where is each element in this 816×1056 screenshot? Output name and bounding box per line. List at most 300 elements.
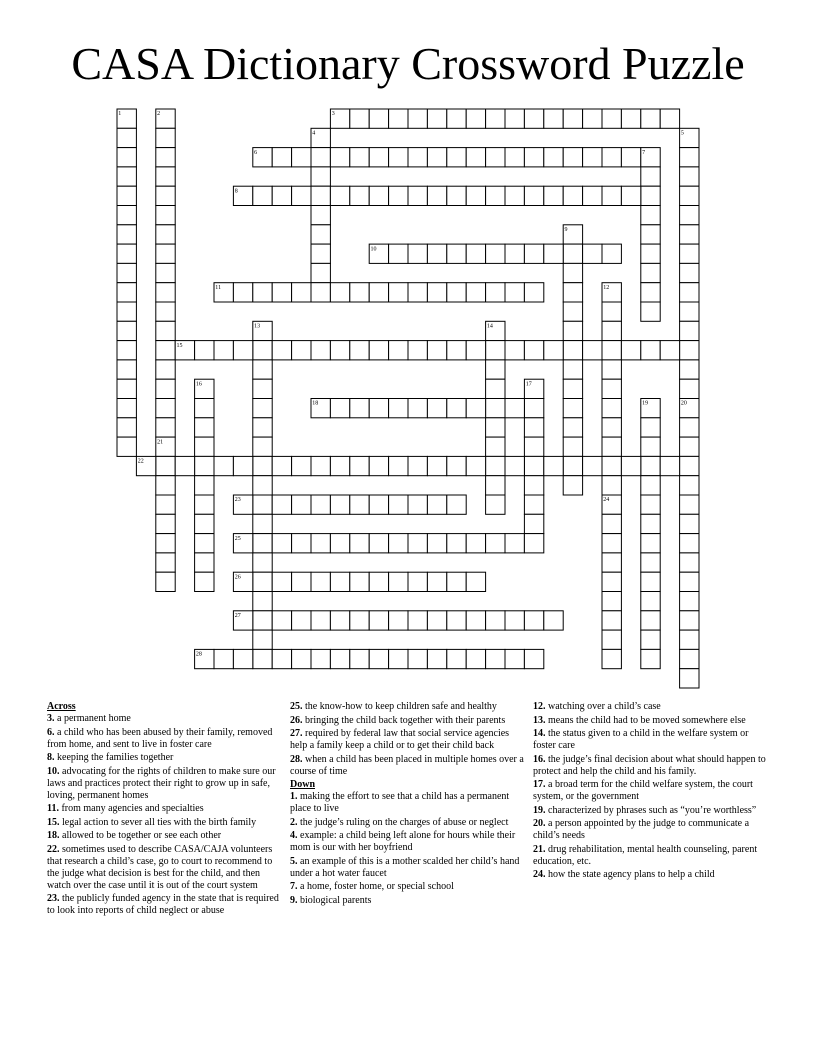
grid-cell[interactable]	[544, 244, 563, 263]
grid-cell[interactable]	[660, 341, 679, 360]
grid-cell[interactable]	[253, 360, 272, 379]
grid-cell[interactable]	[524, 495, 543, 514]
grid-cell[interactable]	[486, 456, 505, 475]
grid-cell[interactable]	[641, 456, 660, 475]
grid-cell[interactable]	[389, 109, 408, 128]
grid-cell[interactable]	[156, 399, 175, 418]
grid-cell[interactable]	[447, 109, 466, 128]
grid-cell[interactable]	[602, 341, 621, 360]
grid-cell[interactable]	[156, 283, 175, 302]
grid-cell[interactable]	[680, 630, 699, 649]
grid-cell[interactable]	[447, 572, 466, 591]
grid-cell[interactable]	[563, 476, 582, 495]
grid-cell[interactable]	[311, 244, 330, 263]
grid-cell[interactable]	[583, 186, 602, 205]
grid-cell[interactable]	[408, 572, 427, 591]
grid-cell[interactable]	[330, 611, 349, 630]
grid-cell[interactable]	[408, 148, 427, 167]
grid-cell[interactable]	[311, 263, 330, 282]
grid-cell[interactable]	[641, 418, 660, 437]
grid-cell[interactable]	[563, 399, 582, 418]
grid-cell[interactable]	[195, 476, 214, 495]
grid-cell[interactable]	[389, 283, 408, 302]
grid-cell[interactable]	[602, 630, 621, 649]
grid-cell[interactable]	[641, 630, 660, 649]
grid-cell[interactable]	[427, 399, 446, 418]
grid-cell[interactable]	[272, 572, 291, 591]
grid-cell[interactable]	[505, 456, 524, 475]
grid-cell[interactable]	[195, 553, 214, 572]
grid-cell[interactable]	[311, 649, 330, 668]
grid-cell[interactable]	[272, 534, 291, 553]
grid-cell[interactable]	[641, 225, 660, 244]
grid-cell[interactable]	[505, 399, 524, 418]
grid-cell[interactable]	[524, 476, 543, 495]
grid-cell[interactable]	[292, 148, 311, 167]
grid-cell[interactable]	[544, 611, 563, 630]
grid-cell[interactable]	[311, 225, 330, 244]
grid-cell[interactable]	[389, 399, 408, 418]
grid-cell[interactable]	[524, 399, 543, 418]
grid-cell[interactable]	[330, 341, 349, 360]
grid-cell[interactable]	[369, 186, 388, 205]
grid-cell[interactable]	[408, 534, 427, 553]
grid-cell[interactable]	[253, 399, 272, 418]
grid-cell[interactable]	[602, 553, 621, 572]
grid-cell[interactable]	[311, 456, 330, 475]
grid-cell[interactable]	[408, 456, 427, 475]
grid-cell[interactable]	[427, 109, 446, 128]
grid-cell[interactable]	[524, 418, 543, 437]
grid-cell[interactable]	[272, 611, 291, 630]
grid-cell[interactable]	[233, 283, 252, 302]
grid-cell[interactable]	[680, 283, 699, 302]
grid-cell[interactable]	[427, 244, 446, 263]
grid-cell[interactable]	[680, 669, 699, 688]
grid-cell[interactable]	[117, 379, 136, 398]
grid-cell[interactable]	[369, 572, 388, 591]
grid-cell[interactable]	[117, 167, 136, 186]
grid-cell[interactable]	[563, 321, 582, 340]
grid-cell[interactable]	[602, 186, 621, 205]
grid-cell[interactable]	[156, 514, 175, 533]
grid-cell[interactable]	[350, 109, 369, 128]
grid-cell[interactable]	[486, 437, 505, 456]
grid-cell[interactable]	[233, 456, 252, 475]
grid-cell[interactable]	[447, 186, 466, 205]
grid-cell[interactable]	[253, 283, 272, 302]
grid-cell[interactable]	[583, 341, 602, 360]
grid-cell[interactable]	[486, 379, 505, 398]
grid-cell[interactable]	[680, 206, 699, 225]
grid-cell[interactable]	[486, 360, 505, 379]
grid-cell[interactable]	[369, 109, 388, 128]
grid-cell[interactable]	[330, 399, 349, 418]
grid-cell[interactable]	[680, 572, 699, 591]
grid-cell[interactable]	[427, 186, 446, 205]
grid-cell[interactable]	[272, 283, 291, 302]
grid-cell[interactable]	[641, 302, 660, 321]
grid-cell[interactable]	[253, 649, 272, 668]
grid-cell[interactable]	[292, 283, 311, 302]
grid-cell[interactable]	[563, 302, 582, 321]
grid-cell[interactable]	[311, 167, 330, 186]
grid-cell[interactable]	[369, 399, 388, 418]
grid-cell[interactable]	[680, 514, 699, 533]
grid-cell[interactable]	[369, 534, 388, 553]
grid-cell[interactable]	[253, 418, 272, 437]
grid-cell[interactable]	[427, 341, 446, 360]
grid-cell[interactable]	[621, 148, 640, 167]
grid-cell[interactable]	[680, 592, 699, 611]
grid-cell[interactable]	[602, 611, 621, 630]
grid-cell[interactable]	[330, 148, 349, 167]
grid-cell[interactable]	[524, 456, 543, 475]
grid-cell[interactable]	[583, 244, 602, 263]
grid-cell[interactable]	[117, 206, 136, 225]
grid-cell[interactable]	[117, 148, 136, 167]
grid-cell[interactable]	[272, 495, 291, 514]
grid-cell[interactable]	[156, 418, 175, 437]
grid-cell[interactable]	[641, 514, 660, 533]
grid-cell[interactable]	[292, 495, 311, 514]
grid-cell[interactable]	[641, 244, 660, 263]
grid-cell[interactable]	[427, 148, 446, 167]
grid-cell[interactable]	[447, 611, 466, 630]
grid-cell[interactable]	[680, 649, 699, 668]
grid-cell[interactable]	[563, 263, 582, 282]
grid-cell[interactable]	[466, 283, 485, 302]
grid-cell[interactable]	[641, 592, 660, 611]
grid-cell[interactable]	[350, 572, 369, 591]
grid-cell[interactable]	[330, 186, 349, 205]
grid-cell[interactable]	[505, 244, 524, 263]
grid-cell[interactable]	[524, 514, 543, 533]
grid-cell[interactable]	[156, 495, 175, 514]
grid-cell[interactable]	[660, 456, 679, 475]
grid-cell[interactable]	[389, 572, 408, 591]
grid-cell[interactable]	[311, 534, 330, 553]
grid-cell[interactable]	[602, 321, 621, 340]
grid-cell[interactable]	[195, 341, 214, 360]
grid-cell[interactable]	[466, 148, 485, 167]
grid-cell[interactable]	[117, 341, 136, 360]
grid-cell[interactable]	[156, 128, 175, 147]
grid-cell[interactable]	[156, 360, 175, 379]
grid-cell[interactable]	[292, 186, 311, 205]
grid-cell[interactable]	[292, 534, 311, 553]
grid-cell[interactable]	[195, 399, 214, 418]
grid-cell[interactable]	[544, 456, 563, 475]
grid-cell[interactable]	[369, 341, 388, 360]
grid-cell[interactable]	[253, 534, 272, 553]
grid-cell[interactable]	[292, 611, 311, 630]
grid-cell[interactable]	[524, 341, 543, 360]
grid-cell[interactable]	[350, 148, 369, 167]
grid-cell[interactable]	[272, 341, 291, 360]
grid-cell[interactable]	[583, 109, 602, 128]
grid-cell[interactable]	[680, 495, 699, 514]
grid-cell[interactable]	[408, 109, 427, 128]
grid-cell[interactable]	[389, 186, 408, 205]
grid-cell[interactable]	[486, 148, 505, 167]
grid-cell[interactable]	[253, 553, 272, 572]
grid-cell[interactable]	[311, 148, 330, 167]
grid-cell[interactable]	[369, 283, 388, 302]
grid-cell[interactable]	[486, 495, 505, 514]
grid-cell[interactable]	[330, 572, 349, 591]
grid-cell[interactable]	[680, 418, 699, 437]
grid-cell[interactable]	[563, 379, 582, 398]
grid-cell[interactable]	[195, 514, 214, 533]
grid-cell[interactable]	[563, 283, 582, 302]
grid-cell[interactable]	[350, 649, 369, 668]
grid-cell[interactable]	[408, 649, 427, 668]
grid-cell[interactable]	[156, 321, 175, 340]
grid-cell[interactable]	[466, 611, 485, 630]
grid-cell[interactable]	[350, 186, 369, 205]
grid-cell[interactable]	[680, 437, 699, 456]
grid-cell[interactable]	[621, 456, 640, 475]
grid-cell[interactable]	[602, 302, 621, 321]
grid-cell[interactable]	[563, 186, 582, 205]
grid-cell[interactable]	[311, 572, 330, 591]
grid-cell[interactable]	[447, 399, 466, 418]
grid-cell[interactable]	[389, 495, 408, 514]
grid-cell[interactable]	[272, 456, 291, 475]
grid-cell[interactable]	[117, 186, 136, 205]
grid-cell[interactable]	[680, 321, 699, 340]
grid-cell[interactable]	[311, 186, 330, 205]
grid-cell[interactable]	[369, 495, 388, 514]
grid-cell[interactable]	[311, 283, 330, 302]
grid-cell[interactable]	[253, 495, 272, 514]
grid-cell[interactable]	[505, 534, 524, 553]
grid-cell[interactable]	[602, 534, 621, 553]
grid-cell[interactable]	[602, 418, 621, 437]
grid-cell[interactable]	[117, 360, 136, 379]
grid-cell[interactable]	[408, 495, 427, 514]
grid-cell[interactable]	[524, 534, 543, 553]
grid-cell[interactable]	[292, 572, 311, 591]
grid-cell[interactable]	[524, 283, 543, 302]
grid-cell[interactable]	[447, 534, 466, 553]
grid-cell[interactable]	[156, 379, 175, 398]
grid-cell[interactable]	[330, 534, 349, 553]
grid-cell[interactable]	[389, 534, 408, 553]
grid-cell[interactable]	[311, 341, 330, 360]
grid-cell[interactable]	[330, 649, 349, 668]
grid-cell[interactable]	[466, 186, 485, 205]
grid-cell[interactable]	[680, 360, 699, 379]
grid-cell[interactable]	[427, 456, 446, 475]
grid-cell[interactable]	[466, 341, 485, 360]
grid-cell[interactable]	[447, 649, 466, 668]
grid-cell[interactable]	[680, 225, 699, 244]
grid-cell[interactable]	[447, 244, 466, 263]
grid-cell[interactable]	[602, 572, 621, 591]
grid-cell[interactable]	[253, 476, 272, 495]
grid-cell[interactable]	[486, 186, 505, 205]
grid-cell[interactable]	[602, 476, 621, 495]
grid-cell[interactable]	[156, 476, 175, 495]
grid-cell[interactable]	[583, 456, 602, 475]
grid-cell[interactable]	[660, 109, 679, 128]
grid-cell[interactable]	[524, 649, 543, 668]
grid-cell[interactable]	[427, 572, 446, 591]
grid-cell[interactable]	[641, 611, 660, 630]
grid-cell[interactable]	[524, 148, 543, 167]
grid-cell[interactable]	[544, 186, 563, 205]
grid-cell[interactable]	[195, 534, 214, 553]
grid-cell[interactable]	[680, 148, 699, 167]
grid-cell[interactable]	[253, 437, 272, 456]
grid-cell[interactable]	[408, 611, 427, 630]
grid-cell[interactable]	[680, 244, 699, 263]
grid-cell[interactable]	[524, 186, 543, 205]
grid-cell[interactable]	[156, 572, 175, 591]
grid-cell[interactable]	[602, 456, 621, 475]
grid-cell[interactable]	[369, 148, 388, 167]
grid-cell[interactable]	[292, 456, 311, 475]
grid-cell[interactable]	[408, 399, 427, 418]
grid-cell[interactable]	[680, 534, 699, 553]
grid-cell[interactable]	[641, 476, 660, 495]
grid-cell[interactable]	[680, 167, 699, 186]
grid-cell[interactable]	[427, 534, 446, 553]
grid-cell[interactable]	[680, 476, 699, 495]
grid-cell[interactable]	[389, 649, 408, 668]
grid-cell[interactable]	[486, 109, 505, 128]
grid-cell[interactable]	[641, 186, 660, 205]
grid-cell[interactable]	[389, 244, 408, 263]
grid-cell[interactable]	[350, 534, 369, 553]
grid-cell[interactable]	[427, 611, 446, 630]
grid-cell[interactable]	[602, 148, 621, 167]
grid-cell[interactable]	[389, 456, 408, 475]
grid-cell[interactable]	[156, 244, 175, 263]
grid-cell[interactable]	[505, 109, 524, 128]
grid-cell[interactable]	[195, 418, 214, 437]
grid-cell[interactable]	[466, 244, 485, 263]
grid-cell[interactable]	[253, 592, 272, 611]
grid-cell[interactable]	[505, 611, 524, 630]
grid-cell[interactable]	[466, 456, 485, 475]
grid-cell[interactable]	[195, 572, 214, 591]
grid-cell[interactable]	[641, 206, 660, 225]
grid-cell[interactable]	[447, 341, 466, 360]
grid-cell[interactable]	[505, 649, 524, 668]
grid-cell[interactable]	[486, 476, 505, 495]
grid-cell[interactable]	[447, 456, 466, 475]
grid-cell[interactable]	[311, 495, 330, 514]
grid-cell[interactable]	[408, 341, 427, 360]
grid-cell[interactable]	[602, 514, 621, 533]
grid-cell[interactable]	[369, 456, 388, 475]
grid-cell[interactable]	[214, 341, 233, 360]
grid-cell[interactable]	[486, 611, 505, 630]
grid-cell[interactable]	[505, 148, 524, 167]
grid-cell[interactable]	[447, 283, 466, 302]
grid-cell[interactable]	[117, 283, 136, 302]
grid-cell[interactable]	[680, 302, 699, 321]
grid-cell[interactable]	[156, 456, 175, 475]
grid-cell[interactable]	[272, 186, 291, 205]
grid-cell[interactable]	[641, 534, 660, 553]
grid-cell[interactable]	[427, 283, 446, 302]
grid-cell[interactable]	[253, 341, 272, 360]
grid-cell[interactable]	[156, 206, 175, 225]
grid-cell[interactable]	[369, 649, 388, 668]
grid-cell[interactable]	[447, 495, 466, 514]
grid-cell[interactable]	[156, 167, 175, 186]
grid-cell[interactable]	[292, 341, 311, 360]
grid-cell[interactable]	[389, 341, 408, 360]
grid-cell[interactable]	[486, 341, 505, 360]
grid-cell[interactable]	[563, 360, 582, 379]
grid-cell[interactable]	[389, 611, 408, 630]
grid-cell[interactable]	[563, 418, 582, 437]
grid-cell[interactable]	[563, 244, 582, 263]
grid-cell[interactable]	[350, 283, 369, 302]
grid-cell[interactable]	[156, 186, 175, 205]
grid-cell[interactable]	[466, 572, 485, 591]
grid-cell[interactable]	[524, 611, 543, 630]
grid-cell[interactable]	[233, 341, 252, 360]
grid-cell[interactable]	[563, 148, 582, 167]
grid-cell[interactable]	[621, 341, 640, 360]
grid-cell[interactable]	[486, 534, 505, 553]
grid-cell[interactable]	[505, 341, 524, 360]
grid-cell[interactable]	[544, 341, 563, 360]
grid-cell[interactable]	[175, 456, 194, 475]
grid-cell[interactable]	[195, 437, 214, 456]
grid-cell[interactable]	[544, 109, 563, 128]
grid-cell[interactable]	[602, 360, 621, 379]
grid-cell[interactable]	[330, 283, 349, 302]
grid-cell[interactable]	[641, 437, 660, 456]
grid-cell[interactable]	[563, 456, 582, 475]
grid-cell[interactable]	[389, 148, 408, 167]
grid-cell[interactable]	[602, 437, 621, 456]
grid-cell[interactable]	[117, 437, 136, 456]
grid-cell[interactable]	[408, 283, 427, 302]
grid-cell[interactable]	[641, 495, 660, 514]
grid-cell[interactable]	[330, 456, 349, 475]
grid-cell[interactable]	[544, 148, 563, 167]
grid-cell[interactable]	[350, 456, 369, 475]
grid-cell[interactable]	[641, 649, 660, 668]
grid-cell[interactable]	[272, 649, 291, 668]
grid-cell[interactable]	[486, 649, 505, 668]
grid-cell[interactable]	[602, 399, 621, 418]
grid-cell[interactable]	[292, 649, 311, 668]
grid-cell[interactable]	[350, 399, 369, 418]
grid-cell[interactable]	[563, 341, 582, 360]
grid-cell[interactable]	[466, 649, 485, 668]
grid-cell[interactable]	[680, 611, 699, 630]
grid-cell[interactable]	[311, 611, 330, 630]
grid-cell[interactable]	[117, 302, 136, 321]
grid-cell[interactable]	[486, 418, 505, 437]
grid-cell[interactable]	[253, 186, 272, 205]
grid-cell[interactable]	[563, 109, 582, 128]
grid-cell[interactable]	[214, 649, 233, 668]
grid-cell[interactable]	[602, 649, 621, 668]
grid-cell[interactable]	[466, 534, 485, 553]
grid-cell[interactable]	[680, 263, 699, 282]
grid-cell[interactable]	[156, 225, 175, 244]
